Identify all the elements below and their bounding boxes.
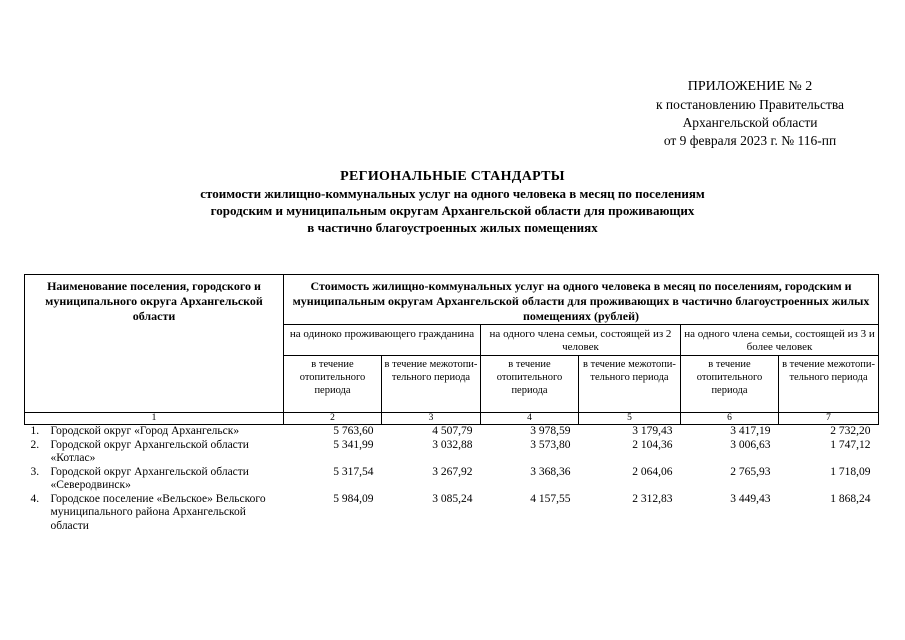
row-index: 2. xyxy=(30,438,40,451)
value-cell: 3 978,59 xyxy=(530,425,571,437)
header-single-resident: на одиноко проживающего гражданина xyxy=(284,325,481,356)
standards-table xyxy=(24,274,879,533)
appendix-date: от 9 февраля 2023 г. № 116-пп xyxy=(663,133,837,148)
appendix-resolution: к постановлению Правительства xyxy=(655,97,845,112)
column-number-row xyxy=(25,413,879,425)
column-number: 7 xyxy=(779,413,879,425)
table-row xyxy=(25,439,879,466)
settlement-cell xyxy=(25,439,284,466)
value-cell: 5 984,09 xyxy=(333,492,374,505)
title-line-2: городским и муниципальным округам Архангельской области для проживающих xyxy=(210,203,695,218)
value-cell: 2 312,83 xyxy=(632,492,673,505)
value-cell: 4 507,79 xyxy=(432,425,473,437)
column-number: 5 xyxy=(579,413,681,425)
value-cell: 2 732,20 xyxy=(830,425,871,437)
value-cell: 2 104,36 xyxy=(632,438,673,451)
value-cell: 3 417,19 xyxy=(730,425,771,437)
column-number: 1 xyxy=(25,413,284,425)
header-non-heating-period: в течение межотопи-тельного периода xyxy=(382,356,481,413)
row-index: 1. xyxy=(30,425,40,437)
settlement-cell xyxy=(25,493,284,534)
settlement-name: Городской округ Архангельской области «Котлас» xyxy=(50,438,249,464)
settlement-cell xyxy=(25,466,284,493)
value-cell: 3 032,88 xyxy=(432,438,473,451)
table-row xyxy=(25,493,879,534)
value-cell: 1 718,09 xyxy=(830,465,871,478)
header-non-heating-period: в течение межотопи-тельного периода xyxy=(579,356,681,413)
settlement-name: Городское поселение «Вельское» Вельского муниципального района Архангельской области xyxy=(50,492,266,532)
value-cell: 3 449,43 xyxy=(730,492,771,505)
title-line-3: в частично благоустроенных жилых помещениях xyxy=(307,220,598,235)
column-number: 6 xyxy=(681,413,779,425)
table-row xyxy=(25,466,879,493)
value-cell: 1 868,24 xyxy=(830,492,871,505)
row-index: 3. xyxy=(30,465,40,478)
value-cell: 5 317,54 xyxy=(333,465,374,478)
value-cell: 3 006,63 xyxy=(730,438,771,451)
value-cell: 1 747,12 xyxy=(830,438,871,451)
column-number: 3 xyxy=(382,413,481,425)
value-cell: 5 763,60 xyxy=(333,425,374,437)
document-title xyxy=(100,168,805,236)
header-non-heating-period: в течение межотопи-тельного периода xyxy=(779,356,879,413)
value-cell: 2 064,06 xyxy=(632,465,673,478)
value-cell: 5 341,99 xyxy=(333,438,374,451)
value-cell: 3 085,24 xyxy=(432,492,473,505)
row-index: 4. xyxy=(30,492,40,505)
appendix-title: ПРИЛОЖЕНИЕ № 2 xyxy=(687,79,813,94)
value-cell: 3 368,36 xyxy=(530,465,571,478)
header-heating-period: в течение отопительного периода xyxy=(681,356,779,413)
table-row xyxy=(25,425,879,439)
header-family-of-3-plus: на одного члена семьи, состоящей из 3 и более человек xyxy=(681,325,879,356)
column-number: 4 xyxy=(481,413,579,425)
appendix-region: Архангельской области xyxy=(682,115,818,130)
value-cell: 2 765,93 xyxy=(730,465,771,478)
header-cost-group: Стоимость жилищно-коммунальных услуг на одного человека в месяц по поселениям, городским и муниципальным округам Архангельской области для проживающих в частично благоустроенных жилых помещениях (рублей) xyxy=(284,275,879,325)
value-cell: 3 179,43 xyxy=(632,425,673,437)
header-heating-period: в течение отопительного периода xyxy=(284,356,382,413)
value-cell: 3 573,80 xyxy=(530,438,571,451)
header-family-of-2: на одного члена семьи, состоящей из 2 человек xyxy=(481,325,681,356)
settlement-name: Городской округ «Город Архангельск» xyxy=(50,425,240,437)
title-main: РЕГИОНАЛЬНЫЕ СТАНДАРТЫ xyxy=(340,169,565,184)
appendix-heading xyxy=(600,78,900,150)
value-cell: 3 267,92 xyxy=(432,465,473,478)
header-settlement-name: Наименование поселения, городского и муниципального округа Архангельской области xyxy=(25,275,284,413)
settlement-name: Городской округ Архангельской области «Северодвинск» xyxy=(50,465,249,491)
title-line-1: стоимости жилищно-коммунальных услуг на одного человека в месяц по поселениям xyxy=(200,186,705,201)
header-heating-period: в течение отопительного периода xyxy=(481,356,579,413)
column-number: 2 xyxy=(284,413,382,425)
settlement-cell xyxy=(25,425,284,439)
value-cell: 4 157,55 xyxy=(530,492,571,505)
